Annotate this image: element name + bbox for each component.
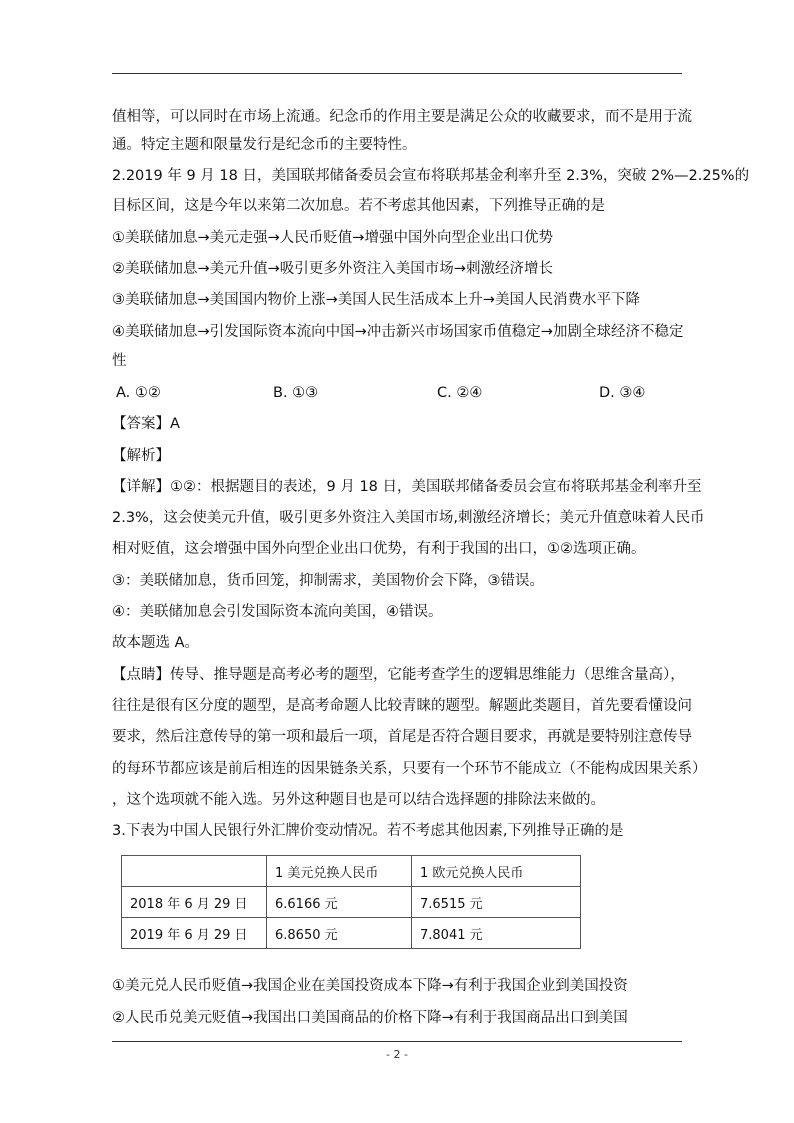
detail-line: 2.3%，这会使美元升值，吸引更多外资注入美国市场,刺激经济增长；美元升值意味着人民币 (112, 510, 705, 526)
analysis-label: 【解析】 (112, 448, 170, 464)
conclusion-line: 故本题选 A。 (112, 635, 200, 651)
exchange-rate-table (121, 855, 581, 949)
question-2-line: 目标区间，这是今年以来第二次加息。若不考虑其他因素，下列推导正确的是 (112, 198, 605, 214)
table-row (122, 918, 581, 949)
table-cell-date: 2018 年 6 月 29 日 (122, 887, 267, 918)
statement-4-cont: 性 (112, 353, 127, 369)
statement-3: ③美联储加息→美国国内物价上涨→美国人民生活成本上升→美国人民消费水平下降 (112, 292, 640, 308)
detail-line: ③：美联储加息，货币回笼，抑制需求，美国物价会下降，③错误。 (112, 573, 544, 589)
statement-1: ①美元兑人民币贬值→我国企业在美国投资成本下降→有利于我国企业到美国投资 (112, 978, 628, 994)
question-3-line: 3.下表为中国人民银行外汇牌价变动情况。若不考虑其他因素,下列推导正确的是 (112, 823, 624, 839)
detail-line: 【详解】①②：根据题目的表述，9 月 18 日，美国联邦储备委员会宣布将联邦基金利率升至 (112, 479, 702, 495)
header-rule (112, 73, 682, 74)
detail-line: ④：美联储加息会引发国际资本流向美国，④错误。 (112, 604, 443, 620)
detail-line: 相对贬值，这会增强中国外向型企业出口优势，有利于我国的出口，①②选项正确。 (112, 541, 646, 557)
text-line: 通。特定主题和限量发行是纪念币的主要特性。 (112, 137, 417, 153)
statement-2: ②美联储加息→美元升值→吸引更多外资注入美国市场→刺激经济增长 (112, 261, 553, 277)
question-2-line: 2.2019 年 9 月 18 日，美国联邦储备委员会宣布将联邦基金利率升至 2.3%，突破 2%—2.25%的 (112, 168, 750, 184)
table-cell-date: 2019 年 6 月 29 日 (122, 918, 267, 949)
footer-rule (112, 1041, 682, 1042)
tip-line: 的每环节都应该是前后相连的因果链条关系，只要有一个环节不能成立（不能构成因果关系） (112, 761, 707, 777)
statement-1: ①美联储加息→美元走强→人民币贬值→增强中国外向型企业出口优势 (112, 230, 553, 246)
option-c: C. ②④ (437, 385, 483, 401)
table-row (122, 887, 581, 918)
statement-4: ④美联储加息→引发国际资本流向中国→冲击新兴市场国家币值稳定→加剧全球经济不稳定 (112, 324, 684, 340)
tip-line: 【点睛】传导、推导题是高考必考的题型，它能考查学生的逻辑思维能力（思维含量高）， (112, 667, 685, 683)
table-cell-usd: 6.6166 元 (267, 887, 412, 918)
table-cell-eur: 7.8041 元 (412, 918, 581, 949)
table-cell-usd: 6.8650 元 (267, 918, 412, 949)
text-line: 值相等，可以同时在市场上流通。纪念币的作用主要是满足公众的收藏要求，而不是用于流 (112, 109, 692, 125)
table-header-cell (122, 856, 267, 887)
tip-line: 往往是很有区分度的题型，是高考命题人比较青睐的题型。解题此类题目，首先要看懂设问 (112, 698, 692, 714)
table-cell-eur: 7.6515 元 (412, 887, 581, 918)
table-header-row (122, 856, 581, 887)
tip-line: 要求，然后注意传导的第一项和最后一项，首尾是否符合题目要求，再就是要特别注意传导 (112, 729, 692, 745)
answer-label: 【答案】A (112, 416, 180, 432)
page-number: - 2 - (386, 1048, 408, 1061)
tip-line: ，这个选项就不能入选。另外这种题目也是可以结合选择题的排除法来做的。 (112, 792, 605, 808)
table-header-cell: 1 美元兑换人民币 (267, 856, 412, 887)
statement-2: ②人民币兑美元贬值→我国出口美国商品的价格下降→有利于我国商品出口到美国 (112, 1010, 628, 1026)
option-b: B. ①③ (273, 385, 319, 401)
table-header-cell: 1 欧元兑换人民币 (412, 856, 581, 887)
option-d: D. ③④ (599, 385, 646, 401)
option-a: A. ①② (116, 385, 161, 401)
